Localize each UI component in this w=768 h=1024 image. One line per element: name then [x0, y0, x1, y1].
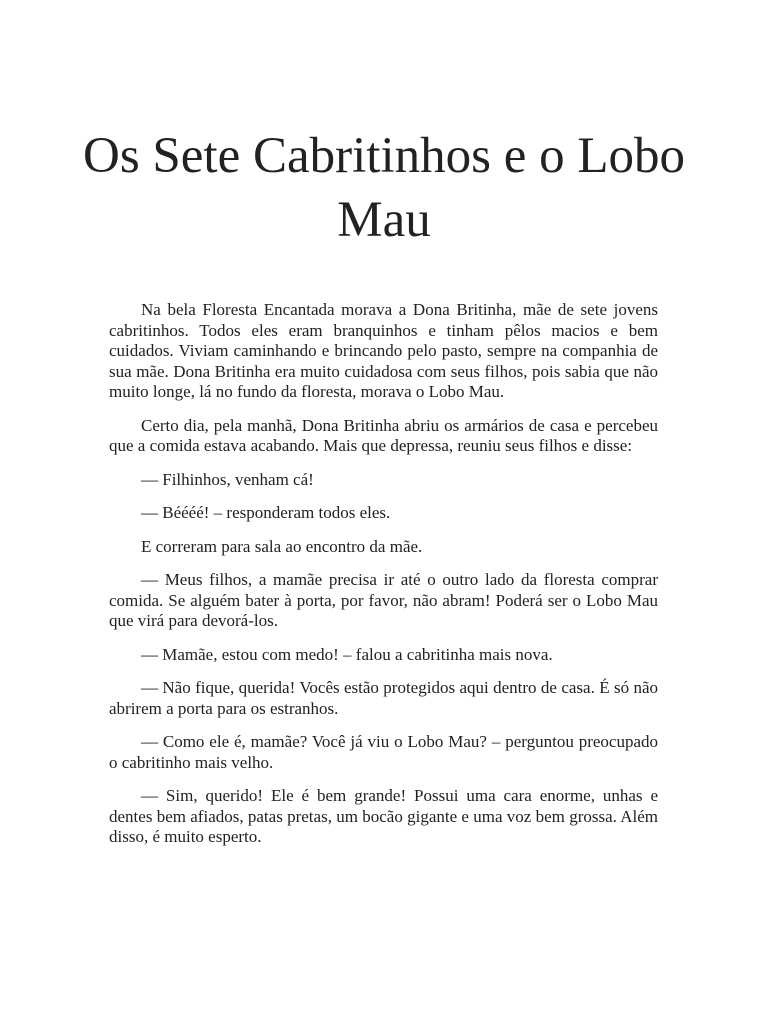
paragraph: — Como ele é, mamãe? Você já viu o Lobo Mau? – perguntou preocupado o cabritinho mais velho.	[109, 732, 658, 772]
paragraph: Certo dia, pela manhã, Dona Britinha abriu os armários de casa e percebeu que a comida estava acabando. Mais que depressa, reuniu seus filhos e disse:	[109, 415, 658, 455]
paragraph: Na bela Floresta Encantada morava a Dona Britinha, mãe de sete jovens cabritinhos. Todos eles eram branquinhos e tinham pêlos macios e bem cuidados. Viviam caminhando e brincando pelo pasto, sempre na companhia de sua mãe. Dona Britinha era muito cuidadosa com seus filhos, pois sabia que não muito longe, lá no fundo da floresta, morava o Lobo Mau.	[109, 300, 658, 401]
paragraph: — Mamãe, estou com medo! – falou a cabritinha mais nova.	[141, 644, 553, 664]
paragraph: — Meus filhos, a mamãe precisa ir até o outro lado da floresta comprar comida. Se alguém bater à porta, por favor, não abram! Poderá ser o Lobo Mau que virá para devorá-los.	[109, 570, 658, 630]
paragraph: E correram para sala ao encontro da mãe.	[141, 536, 423, 556]
paragraph: — Não fique, querida! Vocês estão protegidos aqui dentro de casa. É só não abrirem a porta para os estranhos.	[109, 678, 658, 718]
document-body	[109, 300, 658, 861]
paragraph: — Sim, querido! Ele é bem grande! Possui uma cara enorme, unhas e dentes bem afiados, patas pretas, um bocão gigante e uma voz bem grossa. Além disso, é muito esperto.	[109, 786, 658, 846]
document-title: Os Sete Cabritinhos e o Lobo Mau	[82, 128, 685, 248]
paragraph: — Filhinhos, venham cá!	[141, 469, 314, 489]
paragraph: — Béééé! – responderam todos eles.	[141, 503, 391, 522]
